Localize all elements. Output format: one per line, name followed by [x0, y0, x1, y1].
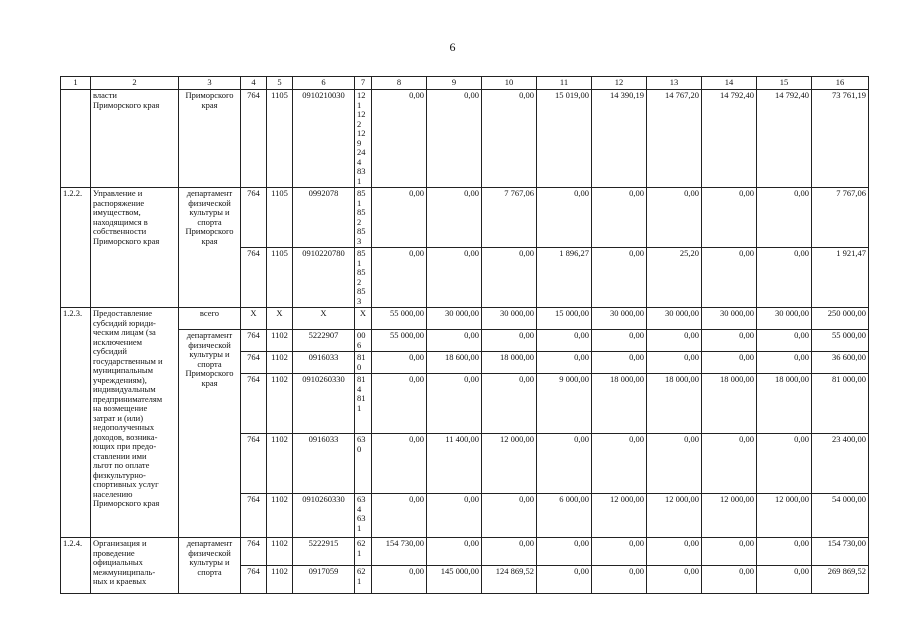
value-cell: 0,00: [702, 330, 757, 352]
value-cell: 0,00: [372, 352, 427, 374]
header-cell: 9: [427, 77, 482, 90]
rzpr-code: 1105: [267, 248, 293, 308]
item-number: 1.2.3.: [61, 308, 91, 538]
value-cell: 0,00: [592, 188, 647, 248]
table-row: [61, 538, 869, 566]
vr-code: 810: [355, 352, 372, 374]
value-cell: 154 730,00: [812, 538, 869, 566]
value-cell: 25,20: [647, 248, 702, 308]
value-cell: 0,00: [702, 352, 757, 374]
executor: департамент физической культуры и спорта Приморского края: [179, 330, 241, 538]
value-cell: 12 000,00: [482, 434, 537, 494]
value-cell: 15 000,00: [537, 308, 592, 330]
vr-code: 634 631: [355, 494, 372, 538]
rzpr-code: Х: [267, 308, 293, 330]
rzpr-code: 1102: [267, 494, 293, 538]
header-cell: 5: [267, 77, 293, 90]
grbs-code: 764: [241, 434, 267, 494]
value-cell: 0,00: [757, 434, 812, 494]
grbs-code: 764: [241, 538, 267, 566]
value-cell: 18 000,00: [482, 352, 537, 374]
value-cell: 23 400,00: [812, 434, 869, 494]
csr-code: 0910220780: [293, 248, 355, 308]
header-cell: 12: [592, 77, 647, 90]
value-cell: 0,00: [592, 538, 647, 566]
value-cell: 12 000,00: [647, 494, 702, 538]
table-row: [61, 90, 869, 188]
csr-code: 0910210030: [293, 90, 355, 188]
value-cell: 0,00: [372, 434, 427, 494]
value-cell: 6 000,00: [537, 494, 592, 538]
grbs-code: 764: [241, 248, 267, 308]
value-cell: 81 000,00: [812, 374, 869, 434]
value-cell: 30 000,00: [592, 308, 647, 330]
header-cell: 2: [91, 77, 179, 90]
value-cell: 0,00: [702, 566, 757, 594]
value-cell: 0,00: [537, 434, 592, 494]
rzpr-code: 1102: [267, 566, 293, 594]
value-cell: 0,00: [482, 494, 537, 538]
value-cell: 0,00: [757, 352, 812, 374]
value-cell: 0,00: [592, 248, 647, 308]
table-row: [61, 308, 869, 330]
value-cell: 15 019,00: [537, 90, 592, 188]
value-cell: 0,00: [537, 538, 592, 566]
grbs-code: 764: [241, 90, 267, 188]
value-cell: 30 000,00: [702, 308, 757, 330]
value-cell: 0,00: [537, 330, 592, 352]
csr-code: 0916033: [293, 352, 355, 374]
value-cell: 18 000,00: [592, 374, 647, 434]
page-number: 6: [449, 40, 456, 54]
csr-code: 0992078: [293, 188, 355, 248]
executor: Приморского края: [179, 90, 241, 188]
value-cell: 0,00: [702, 538, 757, 566]
value-cell: 30 000,00: [647, 308, 702, 330]
value-cell: 0,00: [647, 352, 702, 374]
grbs-code: Х: [241, 308, 267, 330]
header-cell: 15: [757, 77, 812, 90]
vr-code: Х: [355, 308, 372, 330]
csr-code: 5222907: [293, 330, 355, 352]
value-cell: 0,00: [647, 330, 702, 352]
value-cell: 0,00: [482, 374, 537, 434]
value-cell: 0,00: [537, 352, 592, 374]
value-cell: 0,00: [757, 538, 812, 566]
value-cell: 0,00: [702, 188, 757, 248]
value-cell: 14 792,40: [757, 90, 812, 188]
csr-code: 0910260330: [293, 494, 355, 538]
value-cell: 0,00: [372, 566, 427, 594]
value-cell: 0,00: [482, 248, 537, 308]
vr-code: 630: [355, 434, 372, 494]
vr-code: 621: [355, 566, 372, 594]
value-cell: 0,00: [372, 188, 427, 248]
value-cell: 14 767,20: [647, 90, 702, 188]
value-cell: 55 000,00: [812, 330, 869, 352]
value-cell: 54 000,00: [812, 494, 869, 538]
value-cell: 154 730,00: [372, 538, 427, 566]
value-cell: 1 921,47: [812, 248, 869, 308]
csr-code: 0910260330: [293, 374, 355, 434]
item-number: 1.2.4.: [61, 538, 91, 594]
value-cell: 0,00: [427, 538, 482, 566]
vr-code: 851 852 853: [355, 188, 372, 248]
value-cell: 18 000,00: [702, 374, 757, 434]
value-cell: 0,00: [592, 434, 647, 494]
vr-code: 814 811: [355, 374, 372, 434]
rzpr-code: 1102: [267, 352, 293, 374]
grbs-code: 764: [241, 330, 267, 352]
value-cell: 12 000,00: [592, 494, 647, 538]
value-cell: 14 390,19: [592, 90, 647, 188]
value-cell: 0,00: [647, 566, 702, 594]
csr-code: 0916033: [293, 434, 355, 494]
item-name: власти Приморского края: [91, 90, 179, 188]
value-cell: 0,00: [482, 90, 537, 188]
value-cell: 1 896,27: [537, 248, 592, 308]
value-cell: 269 869,52: [812, 566, 869, 594]
header-cell: 13: [647, 77, 702, 90]
header-cell: 14: [702, 77, 757, 90]
budget-table: [60, 76, 869, 594]
value-cell: 0,00: [427, 374, 482, 434]
grbs-code: 764: [241, 566, 267, 594]
total-label: всего: [179, 308, 241, 330]
value-cell: 0,00: [757, 188, 812, 248]
grbs-code: 764: [241, 374, 267, 434]
header-cell: 11: [537, 77, 592, 90]
value-cell: 7 767,06: [812, 188, 869, 248]
header-cell: 6: [293, 77, 355, 90]
value-cell: 0,00: [537, 188, 592, 248]
value-cell: 0,00: [482, 538, 537, 566]
value-cell: 30 000,00: [427, 308, 482, 330]
rzpr-code: 1102: [267, 538, 293, 566]
value-cell: 0,00: [372, 374, 427, 434]
value-cell: 0,00: [537, 566, 592, 594]
table-row: [61, 188, 869, 248]
value-cell: 0,00: [482, 330, 537, 352]
value-cell: 12 000,00: [702, 494, 757, 538]
value-cell: 0,00: [592, 352, 647, 374]
value-cell: 0,00: [702, 248, 757, 308]
value-cell: 0,00: [427, 248, 482, 308]
value-cell: 0,00: [647, 434, 702, 494]
value-cell: 0,00: [427, 90, 482, 188]
value-cell: 0,00: [592, 566, 647, 594]
item-name: Управление и распоряжение имуществом, находящимся в собственности Приморского края: [91, 188, 179, 308]
item-number: [61, 90, 91, 188]
header-cell: 1: [61, 77, 91, 90]
value-cell: 0,00: [372, 494, 427, 538]
rzpr-code: 1102: [267, 330, 293, 352]
header-row: [61, 77, 869, 90]
value-cell: 250 000,00: [812, 308, 869, 330]
value-cell: 124 869,52: [482, 566, 537, 594]
value-cell: 18 000,00: [647, 374, 702, 434]
rzpr-code: 1105: [267, 90, 293, 188]
value-cell: 9 000,00: [537, 374, 592, 434]
value-cell: 0,00: [647, 538, 702, 566]
grbs-code: 764: [241, 494, 267, 538]
vr-code: 121 122 129 244 831: [355, 90, 372, 188]
value-cell: 73 761,19: [812, 90, 869, 188]
value-cell: 18 600,00: [427, 352, 482, 374]
csr-code: 0917059: [293, 566, 355, 594]
value-cell: 0,00: [757, 248, 812, 308]
header-cell: 7: [355, 77, 372, 90]
rzpr-code: 1102: [267, 374, 293, 434]
header-cell: 16: [812, 77, 869, 90]
value-cell: 7 767,06: [482, 188, 537, 248]
vr-code: 621: [355, 538, 372, 566]
value-cell: 0,00: [592, 330, 647, 352]
value-cell: 12 000,00: [757, 494, 812, 538]
header-cell: 10: [482, 77, 537, 90]
header-cell: 4: [241, 77, 267, 90]
value-cell: 30 000,00: [757, 308, 812, 330]
value-cell: 30 000,00: [482, 308, 537, 330]
value-cell: 14 792,40: [702, 90, 757, 188]
rzpr-code: 1102: [267, 434, 293, 494]
value-cell: 0,00: [757, 330, 812, 352]
value-cell: 145 000,00: [427, 566, 482, 594]
value-cell: 11 400,00: [427, 434, 482, 494]
value-cell: 36 600,00: [812, 352, 869, 374]
value-cell: 0,00: [372, 248, 427, 308]
value-cell: 0,00: [757, 566, 812, 594]
value-cell: 18 000,00: [757, 374, 812, 434]
item-name: Организация и проведение официальных межмуниципаль- ных и краевых: [91, 538, 179, 594]
value-cell: 0,00: [427, 330, 482, 352]
value-cell: 0,00: [427, 494, 482, 538]
item-number: 1.2.2.: [61, 188, 91, 308]
item-name: Предоставление субсидий юриди- ческим лицам (за исключением субсидий государственным и муниципальным учреждениям), индивидуальным предпринимателям на возмещение затрат и (или) недополученных доходов, возника- ющих при предо- ставлении ими льгот по оплате физкультурно- спортивных услуг населению Приморского края: [91, 308, 179, 538]
vr-code: 851 852 853: [355, 248, 372, 308]
grbs-code: 764: [241, 188, 267, 248]
rzpr-code: 1105: [267, 188, 293, 248]
vr-code: 006: [355, 330, 372, 352]
value-cell: 55 000,00: [372, 308, 427, 330]
value-cell: 0,00: [427, 188, 482, 248]
executor: департамент физической культуры и спорта: [179, 538, 241, 594]
table-row: [61, 330, 869, 352]
header-cell: 3: [179, 77, 241, 90]
value-cell: 55 000,00: [372, 330, 427, 352]
executor: департамент физической культуры и спорта Приморского края: [179, 188, 241, 308]
value-cell: 0,00: [372, 90, 427, 188]
value-cell: 0,00: [702, 434, 757, 494]
csr-code: 5222915: [293, 538, 355, 566]
value-cell: 0,00: [647, 188, 702, 248]
csr-code: Х: [293, 308, 355, 330]
header-cell: 8: [372, 77, 427, 90]
grbs-code: 764: [241, 352, 267, 374]
